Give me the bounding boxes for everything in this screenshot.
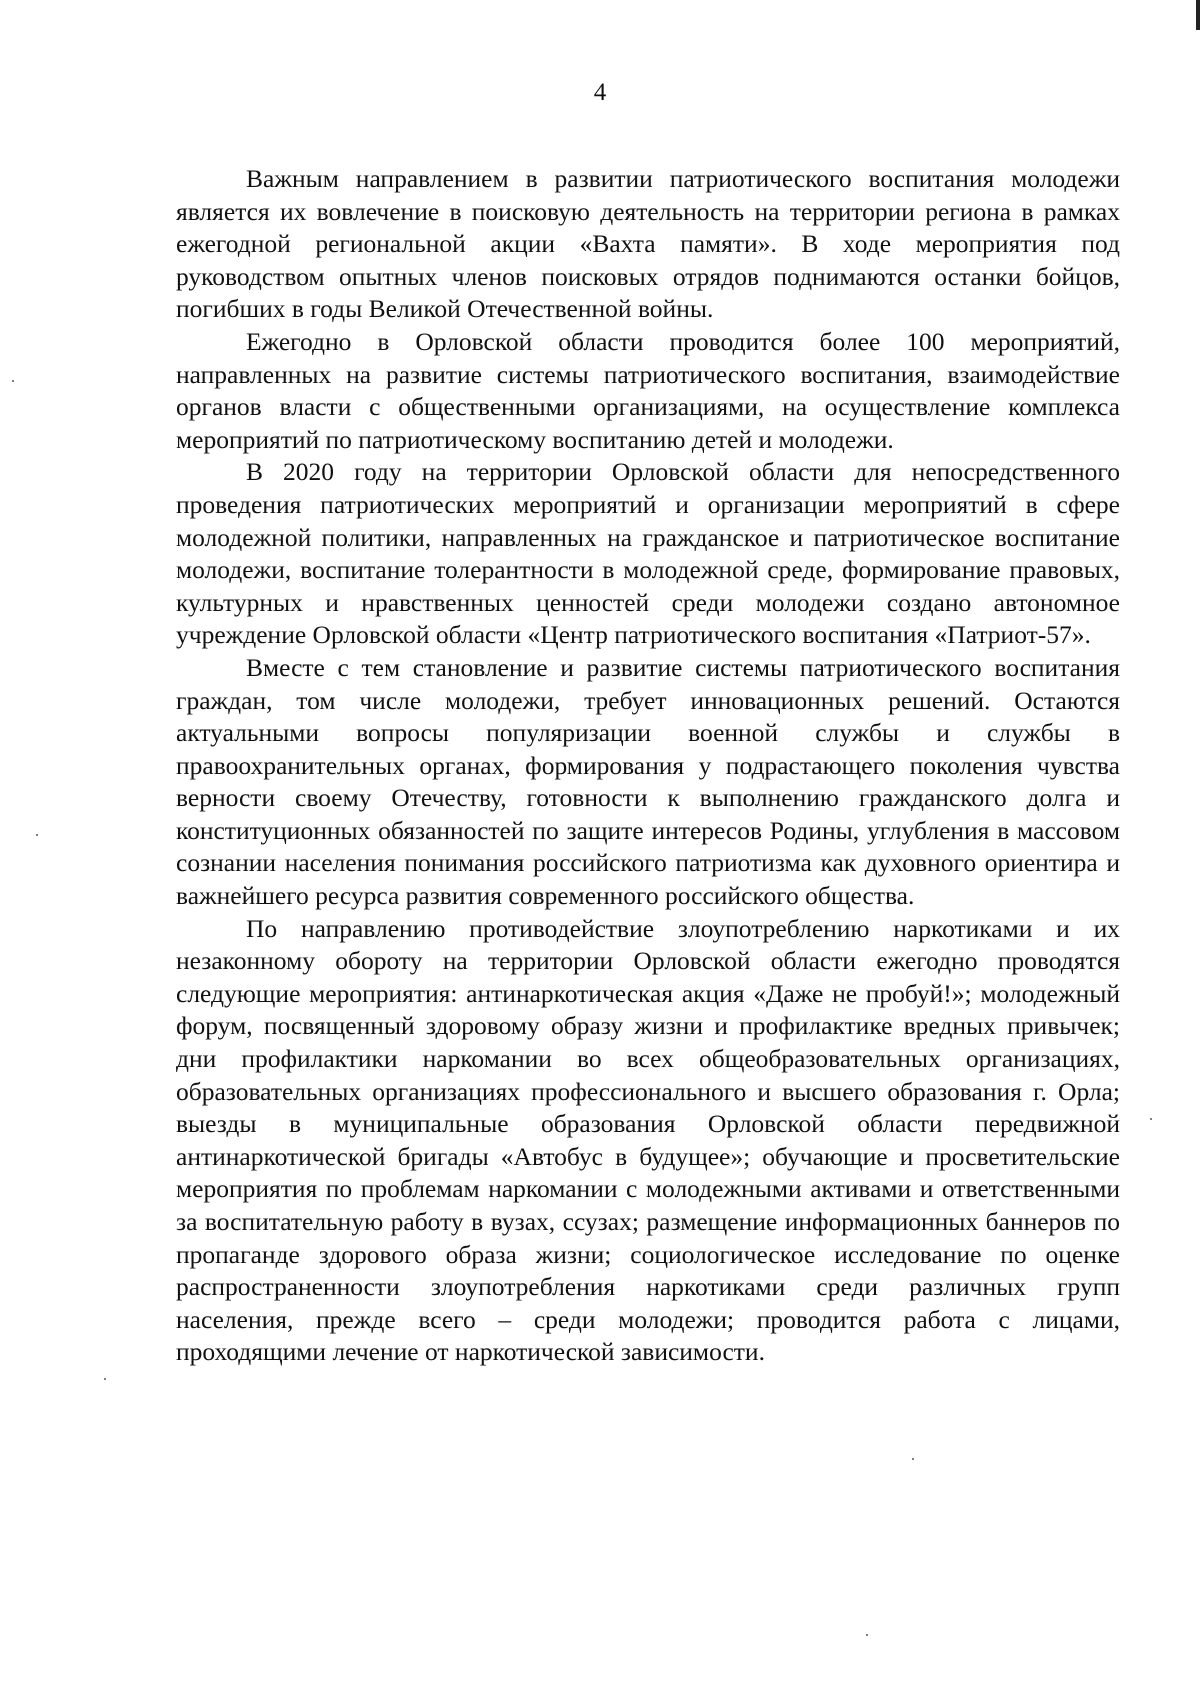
paragraph-vakhta-pamyati: Важным направлением в развитии патриотического воспитания молодежи является их вовлечение в поисковую деятельность на территории региона в рамках ежегодной региональной акции «Вахта памяти». В ходе мероприятия под руководством опытных членов поисковых отрядов поднимаются останки бойцов, погибших в годы Великой Отечественной войны.: [176, 164, 1120, 324]
scan-speck: [104, 1378, 106, 1380]
page-number: 4: [593, 79, 607, 106]
paragraph-patriot-57-center: В 2020 году на территории Орловской области для непосредственного проведения патриотических мероприятий и организации мероприятий в сфере молодежной политики, направленных на гражданское и патриотическое воспитание молодежи, воспитание толерантности в молодежной среде, формирование правовых, культурных и нравственных ценностей среди молодежи создано автономное учреждение Орловской области «Центр патриотического воспитания «Патриот-57».: [176, 457, 1120, 650]
document-body: [176, 163, 1120, 1369]
paragraph-innovative-solutions: Вместе с тем становление и развитие системы патриотического воспитания граждан, том числе молодежи, требует инновационных решений. Остаются актуальными вопросы популяризации военной службы и службы в правоохранительных органах, формирования у подрастающего поколения чувства верности своему Отечеству, готовности к выполнению гражданского долга и конституционных обязанностей по защите интересов Родины, углубления в массовом сознании населения понимания российского патриотизма как духовного ориентира и важнейшего ресурса развития современного российского общества.: [176, 652, 1120, 911]
scan-speck: [866, 1634, 868, 1636]
scan-speck: [12, 380, 14, 382]
scan-speck: [36, 834, 38, 836]
scan-speck: [1150, 1118, 1152, 1120]
scan-speck: [912, 1458, 914, 1460]
paragraph-anti-drug-measures: По направлению противодействие злоупотреблению наркотиками и их незаконному обороту на территории Орловской области ежегодно проводятся следующие мероприятия: антинаркотическая акция «Даже не пробуй!»; молодежный форум, посвященный здоровому образу жизни и профилактике вредных привычек; дни профилактики наркомании во всех общеобразовательных организациях, образовательных организациях профессионального и высшего образования г. Орла; выезды в муниципальные образования Орловской области передвижной антинаркотической бригады «Автобус в будущее»; обучающие и просветительские мероприятия по проблемам наркомании с молодежными активами и ответственными за воспитательную работу в вузах, ссузах; размещение информационных баннеров по пропаганде здорового образа жизни; социологическое исследование по оценке распространенности злоупотребления наркотиками среди различных групп населения, прежде всего – среди молодежи; проводится работа с лицами, проходящими лечение от наркотической зависимости.: [176, 913, 1120, 1367]
paragraph-annual-events: Ежегодно в Орловской области проводится более 100 мероприятий, направленных на развитие системы патриотического воспитания, взаимодействие органов власти с общественными организациями, на осуществление комплекса мероприятий по патриотическому воспитанию детей и молодежи.: [176, 326, 1120, 454]
scan-edge-mark: [1196, 0, 1200, 30]
